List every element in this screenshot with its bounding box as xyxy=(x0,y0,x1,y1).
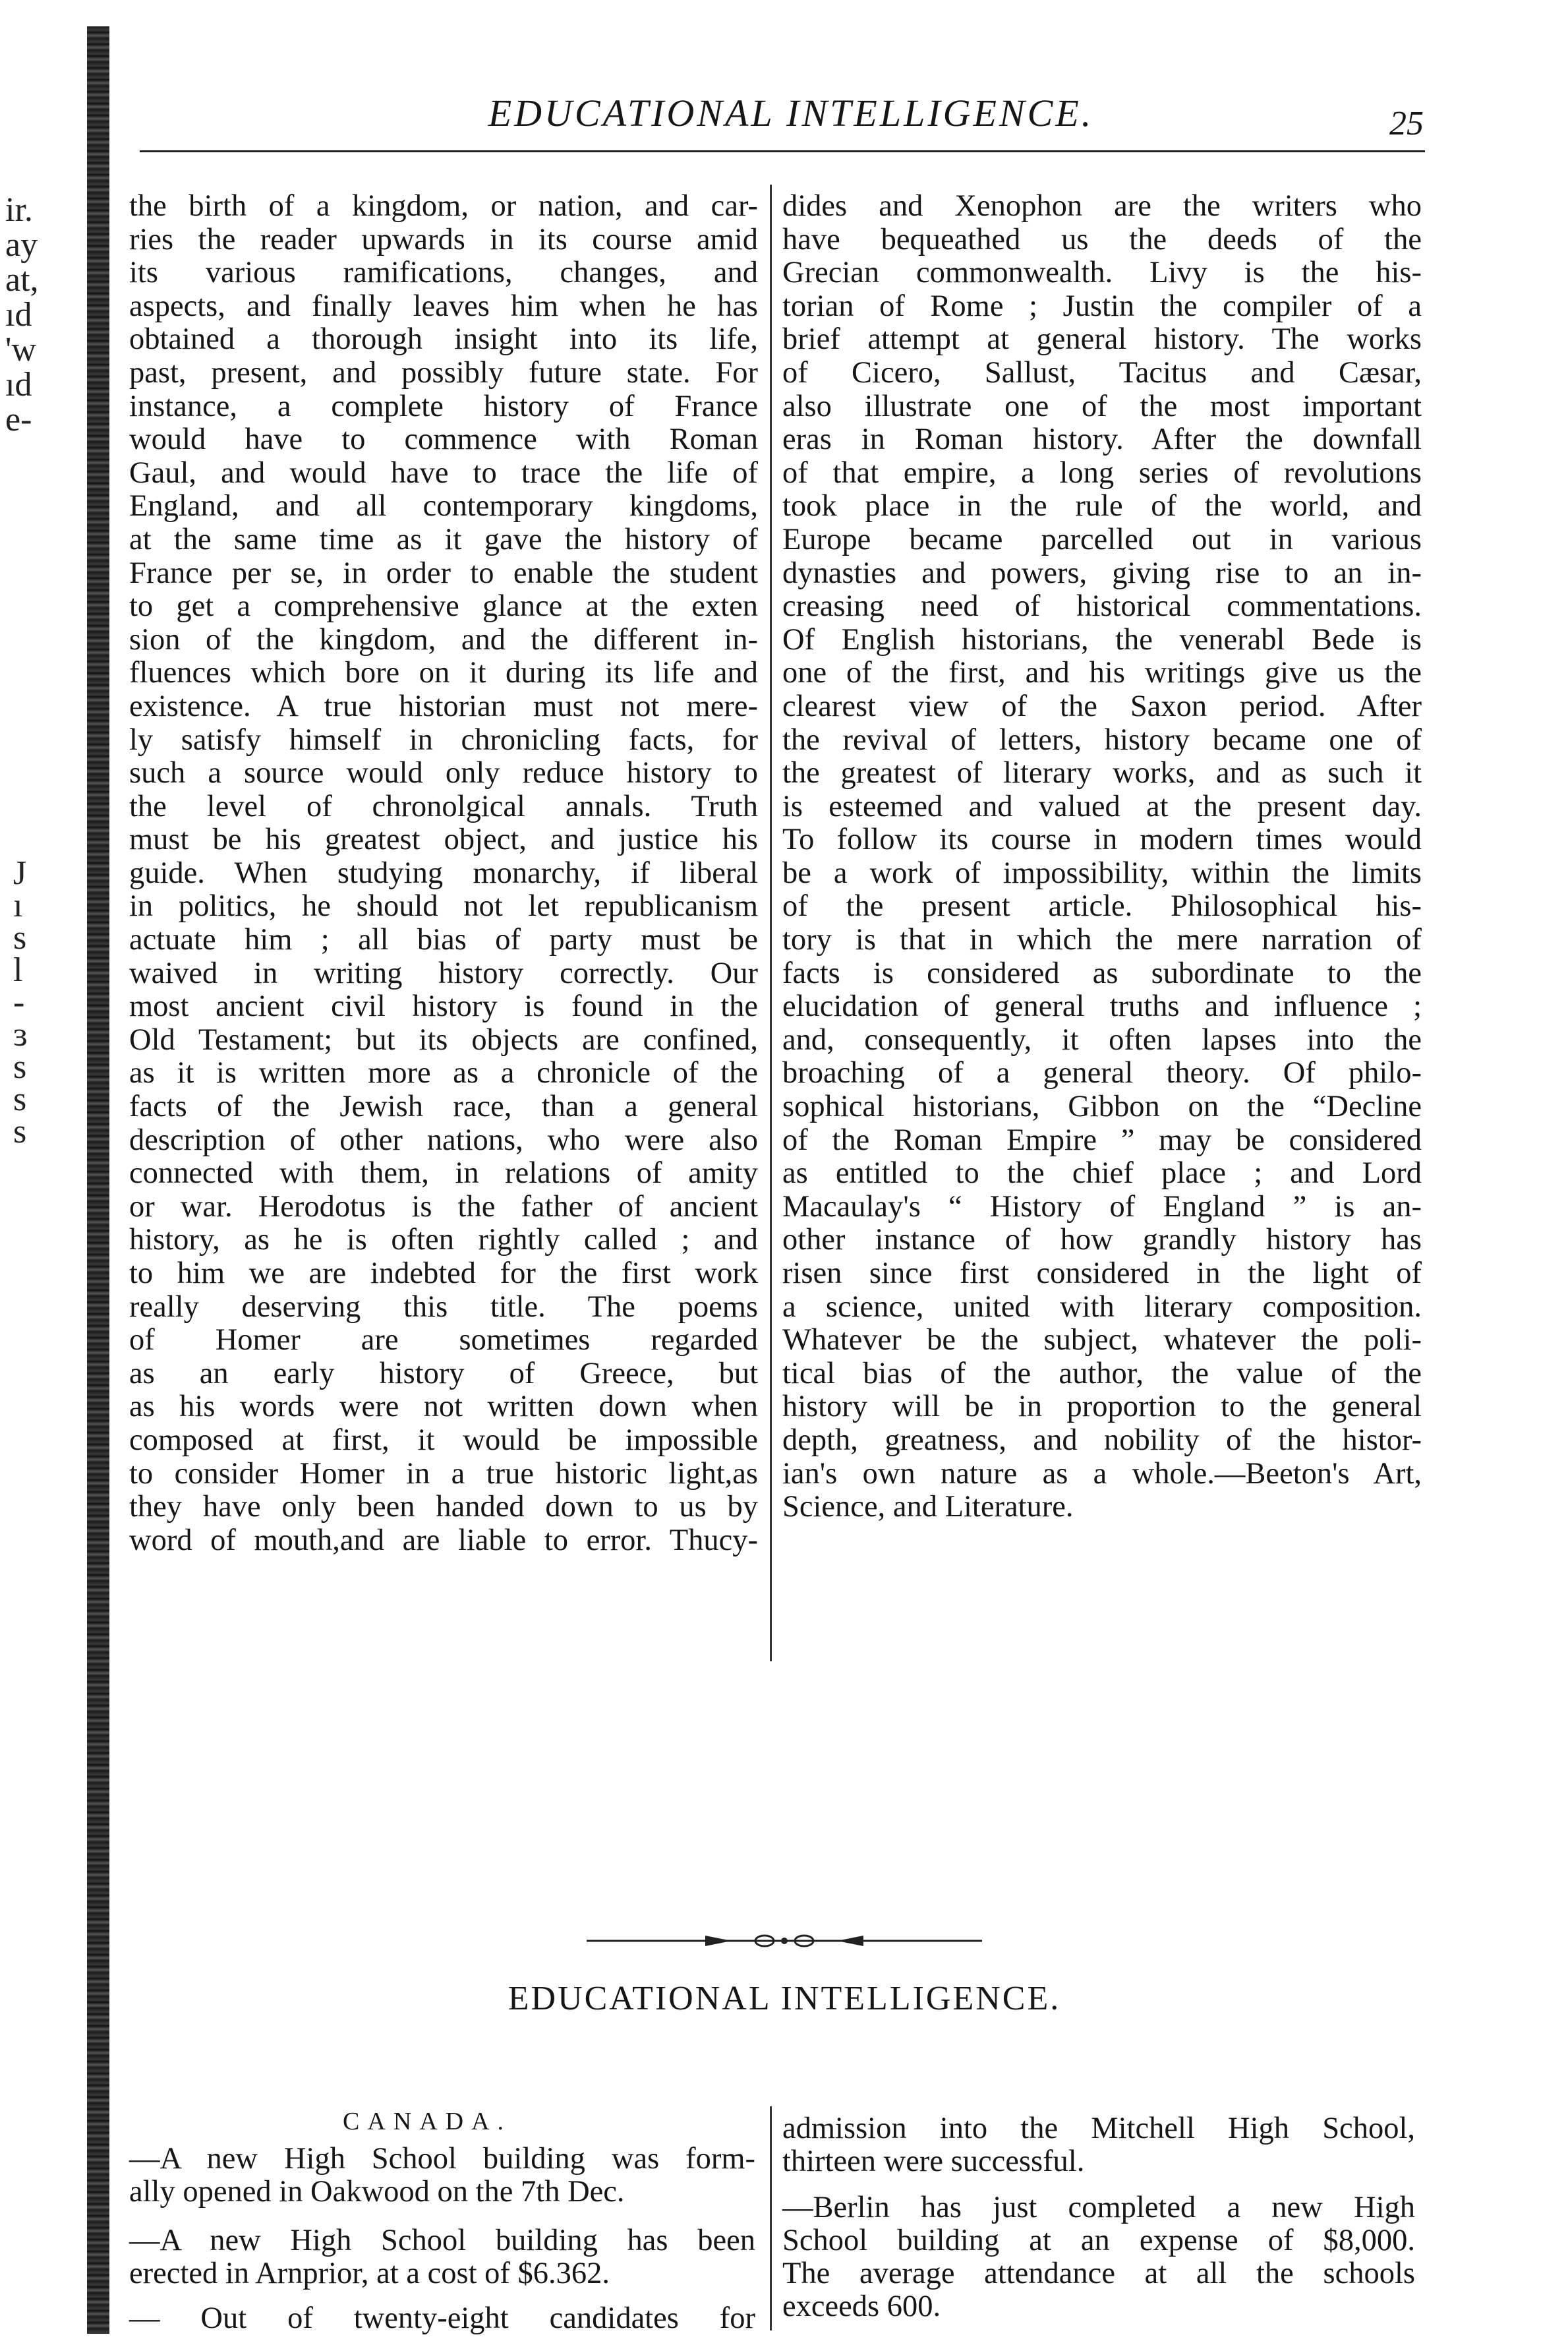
text-line: the greatest of literary works, and as such it xyxy=(782,756,1422,790)
text-line: Grecian commonwealth. Livy is the his- xyxy=(782,256,1422,290)
text-line: depth, greatness, and nobility of the histor- xyxy=(782,1423,1422,1457)
margin-fragment: - xyxy=(13,984,25,1021)
article-column-left xyxy=(129,190,758,1557)
text-line: eras in Roman history. After the downfall xyxy=(782,423,1422,457)
text-line: aspects, and finally leaves him when he has xyxy=(129,289,758,323)
text-line: elucidation of general truths and influence ; xyxy=(782,990,1422,1024)
news-line: — Out of twenty-eight candidates for xyxy=(129,2301,755,2335)
margin-fragment: J xyxy=(13,854,27,892)
text-line: sion of the kingdom, and the different in- xyxy=(129,622,758,657)
text-line: dides and Xenophon are the writers who xyxy=(782,189,1422,223)
subsection-heading: CANADA. xyxy=(343,2108,512,2135)
margin-fragment: l xyxy=(13,951,23,989)
margin-fragment: s xyxy=(13,1081,27,1118)
text-line: word of mouth,and are liable to error. Thucy- xyxy=(129,1523,758,1557)
text-line: as an early history of Greece, but xyxy=(129,1356,758,1390)
adjacent-page-margin-text-lower xyxy=(13,854,86,1150)
news-line: —Berlin has just completed a new High xyxy=(782,2191,1415,2224)
news-line: ally opened in Oakwood on the 7th Dec. xyxy=(129,2175,625,2209)
margin-fragment: 'w xyxy=(5,331,36,369)
text-line: as his words were not written down when xyxy=(129,1390,758,1424)
text-line: the birth of a kingdom, or nation, and car- xyxy=(129,189,758,223)
text-line: brief attempt at general history. The works xyxy=(782,322,1422,357)
text-line: Whatever be the subject, whatever the poli- xyxy=(782,1323,1422,1357)
text-line: of that empire, a long series of revolutions xyxy=(782,456,1422,490)
margin-fragment: ɜ xyxy=(13,1016,28,1053)
news-line: School building at an expense of $8,000. xyxy=(782,2224,1415,2257)
column-divider-lower xyxy=(770,2106,772,2330)
adjacent-page-margin-text xyxy=(5,193,78,437)
text-line: existence. A true historian must not mere- xyxy=(129,689,758,723)
text-line: of Homer are sometimes regarded xyxy=(129,1323,758,1357)
margin-fragment: ay xyxy=(5,226,38,264)
text-line: Macaulay's “ History of England ” is an- xyxy=(782,1189,1422,1224)
text-line: Old Testament; but its objects are confined, xyxy=(129,1023,758,1057)
text-line: of the present article. Philosophical his- xyxy=(782,889,1422,924)
margin-fragment: ıd xyxy=(5,296,32,334)
text-line: took place in the rule of the world, and xyxy=(782,489,1422,523)
news-line: —A new High School building was form- xyxy=(129,2142,755,2176)
text-line: also illustrate one of the most important xyxy=(782,389,1422,423)
text-line: is esteemed and valued at the present day. xyxy=(782,789,1422,823)
news-line: erected in Arnprior, at a cost of $6.362. xyxy=(129,2257,610,2290)
text-line: dynasties and powers, giving rise to an in- xyxy=(782,556,1422,590)
text-line: as it is written more as a chronicle of the xyxy=(129,1056,758,1090)
text-line: connected with them, in relations of amity xyxy=(129,1156,758,1191)
text-line: sophical historians, Gibbon on the “Decline xyxy=(782,1090,1422,1124)
text-line: in politics, he should not let republicanism xyxy=(129,889,758,924)
text-line: waived in writing history correctly. Our xyxy=(129,956,758,990)
text-line: really deserving this title. The poems xyxy=(129,1290,758,1324)
text-line: have bequeathed us the deeds of the xyxy=(782,222,1422,256)
section-ornament xyxy=(573,1928,995,1954)
text-line: To follow its course in modern times would xyxy=(782,823,1422,857)
text-line: at the same time as it gave the history of xyxy=(129,522,758,556)
text-line: be a work of impossibility, within the limits xyxy=(782,856,1422,890)
text-line: actuate him ; all bias of party must be xyxy=(129,923,758,957)
text-line: tical bias of the author, the value of the xyxy=(782,1356,1422,1390)
text-line: other instance of how grandly history has xyxy=(782,1223,1422,1257)
news-line: —A new High School building has been xyxy=(129,2224,755,2257)
header-rule xyxy=(140,150,1425,152)
text-line: facts of the Jewish race, than a general xyxy=(129,1090,758,1124)
text-line: ries the reader upwards in its course amid xyxy=(129,222,758,256)
text-line: of the Roman Empire ” may be considered xyxy=(782,1123,1422,1157)
article-column-right xyxy=(782,190,1422,1524)
text-line: ly satisfy himself in chronicling facts, for xyxy=(129,723,758,757)
news-item xyxy=(782,2191,1415,2323)
text-line: broaching of a general theory. Of philo- xyxy=(782,1056,1422,1090)
page-number: 25 xyxy=(1389,105,1424,142)
text-line: torian of Rome ; Justin the compiler of a xyxy=(782,289,1422,323)
text-line: a science, united with literary composition. xyxy=(782,1290,1422,1324)
news-line: exceeds 600. xyxy=(782,2290,941,2323)
text-line: past, present, and possibly future state. For xyxy=(129,355,758,390)
text-line: fluences which bore on it during its life and xyxy=(129,656,758,690)
text-line: Of English historians, the venerabl Bede is xyxy=(782,622,1422,657)
text-line: facts is considered as subordinate to the xyxy=(782,956,1422,990)
margin-fragment: ı xyxy=(13,887,23,924)
text-line: creasing need of historical commentations. xyxy=(782,589,1422,624)
text-line: the revival of letters, history became one of xyxy=(782,723,1422,757)
text-line: to him we are indebted for the first work xyxy=(129,1257,758,1290)
text-line: such a source would only reduce history to xyxy=(129,756,758,790)
news-line: thirteen were successful. xyxy=(782,2145,1085,2178)
margin-fragment: s xyxy=(13,1113,27,1150)
running-head: EDUCATIONAL INTELLIGENCE. xyxy=(488,92,1094,134)
text-line: France per se, in order to enable the student xyxy=(129,556,758,590)
text-line: description of other nations, who were also xyxy=(129,1123,758,1157)
text-line: Europe became parcelled out in various xyxy=(782,522,1422,556)
news-item xyxy=(129,2302,755,2335)
section-title: EDUCATIONAL INTELLIGENCE. xyxy=(508,1980,1061,2017)
text-line: to get a comprehensive glance at the exten xyxy=(129,589,758,624)
text-line: and, consequently, it often lapses into the xyxy=(782,1023,1422,1057)
text-line: would have to commence with Roman xyxy=(129,423,758,457)
text-line: must be his greatest object, and justice his xyxy=(129,823,758,857)
news-item xyxy=(782,2112,1415,2178)
margin-fragment: s xyxy=(13,919,27,957)
text-line: guide. When studying monarchy, if liberal xyxy=(129,856,758,890)
margin-fragment: ir. xyxy=(5,191,33,229)
text-line: of Cicero, Sallust, Tacitus and Cæsar, xyxy=(782,355,1422,390)
column-divider xyxy=(770,185,772,1661)
text-line: as entitled to the chief place ; and Lord xyxy=(782,1156,1422,1191)
text-line: its various ramifications, changes, and xyxy=(129,256,758,290)
text-line: England, and all contemporary kingdoms, xyxy=(129,489,758,523)
text-line: to consider Homer in a true historic light,as xyxy=(129,1456,758,1491)
text-line: risen since first considered in the light of xyxy=(782,1257,1422,1290)
text-line: Science, and Literature. xyxy=(782,1490,1074,1524)
news-item xyxy=(129,2143,755,2209)
text-line: tory is that in which the mere narration of xyxy=(782,923,1422,957)
text-line: clearest view of the Saxon period. After xyxy=(782,689,1422,723)
text-line: history will be in proportion to the general xyxy=(782,1390,1422,1424)
news-line: admission into the Mitchell High School, xyxy=(782,2112,1415,2145)
news-line: The average attendance at all the schools xyxy=(782,2257,1415,2290)
text-line: or war. Herodotus is the father of ancient xyxy=(129,1189,758,1224)
text-line: the level of chronolgical annals. Truth xyxy=(129,789,758,823)
text-line: Gaul, and would have to trace the life of xyxy=(129,456,758,490)
text-line: they have only been handed down to us by xyxy=(129,1490,758,1524)
text-line: composed at first, it would be impossible xyxy=(129,1423,758,1457)
text-line: one of the first, and his writings give us the xyxy=(782,656,1422,690)
margin-fragment: e- xyxy=(5,401,32,438)
text-line: most ancient civil history is found in the xyxy=(129,990,758,1024)
margin-fragment: s xyxy=(13,1048,27,1086)
news-item xyxy=(129,2224,755,2290)
text-line: history, as he is often rightly called ; and xyxy=(129,1223,758,1257)
text-line: instance, a complete history of France xyxy=(129,389,758,423)
margin-fragment: at, xyxy=(5,261,39,299)
text-line: ian's own nature as a whole.—Beeton's Art, xyxy=(782,1456,1422,1491)
book-spine-gutter xyxy=(87,26,109,2334)
margin-fragment: ıd xyxy=(5,366,32,403)
text-line: obtained a thorough insight into its life, xyxy=(129,322,758,357)
